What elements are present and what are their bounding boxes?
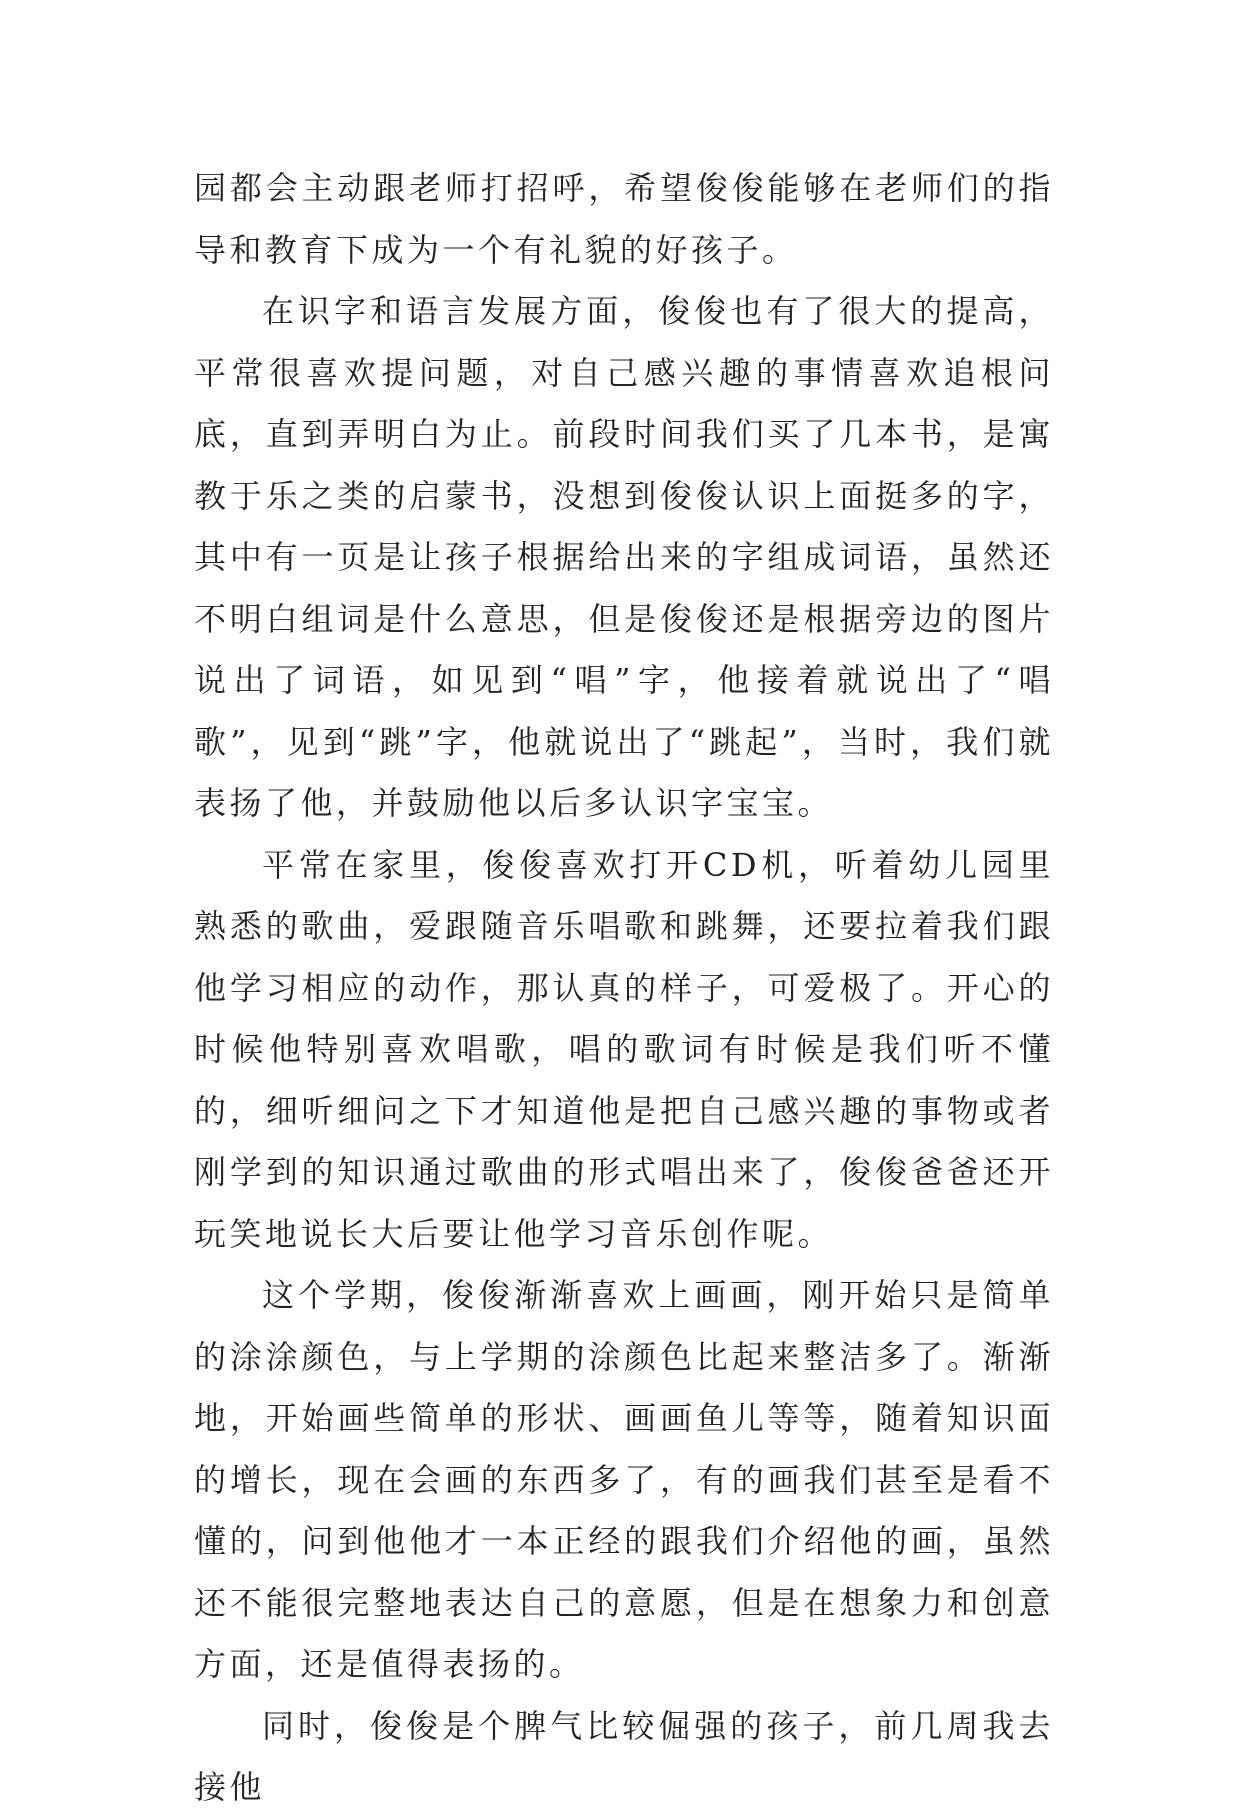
paragraph-5: 同时，俊俊是个脾气比较倔强的孩子，前几周我去接他 — [194, 1706, 1054, 1806]
paragraph-2: 在识字和语言发展方面，俊俊也有了很大的提高，平常很喜欢提问题，对自己感兴趣的事情喜欢追根问底，直到弄明白为止。前段时间我们买了几本书，是寓教于乐之类的启蒙书，没想到俊俊认识上面挺多的字，其中有一页是让孩子根据给出来的字组成词语，虽然还不明白组词是什么意思，但是俊俊还是根据旁边的图片说出了词语，如见到“唱”字，他接着就说出了“唱歌”，见到“跳”字，他就说出了“跳起”，当时，我们就表扬了他，并鼓励他以后多认识字宝宝。 — [194, 292, 1054, 822]
paragraph-1: 园都会主动跟老师打招呼，希望俊俊能够在老师们的指导和教育下成为一个有礼貌的好孩子。 — [194, 169, 1054, 269]
document-body — [194, 158, 1054, 1819]
paragraph-3: 平常在家里，俊俊喜欢打开CD机，听着幼儿园里熟悉的歌曲，爱跟随音乐唱歌和跳舞，还要拉着我们跟他学习相应的动作，那认真的样子，可爱极了。开心的时候他特别喜欢唱歌，唱的歌词有时候是我们听不懂的，细听细问之下才知道他是把自己感兴趣的事物或者刚学到的知识通过歌曲的形式唱出来了，俊俊爸爸还开玩笑地说长大后要让他学习音乐创作呢。 — [194, 845, 1054, 1253]
paragraph-4: 这个学期，俊俊渐渐喜欢上画画，刚开始只是简单的涂涂颜色，与上学期的涂颜色比起来整洁多了。渐渐地，开始画些简单的形状、画画鱼儿等等，随着知识面的增长，现在会画的东西多了，有的画我们甚至是看不懂的，问到他他才一本正经的跟我们介绍他的画，虽然还不能很完整地表达自己的意愿，但是在想象力和创意方面，还是值得表扬的。 — [194, 1276, 1054, 1683]
